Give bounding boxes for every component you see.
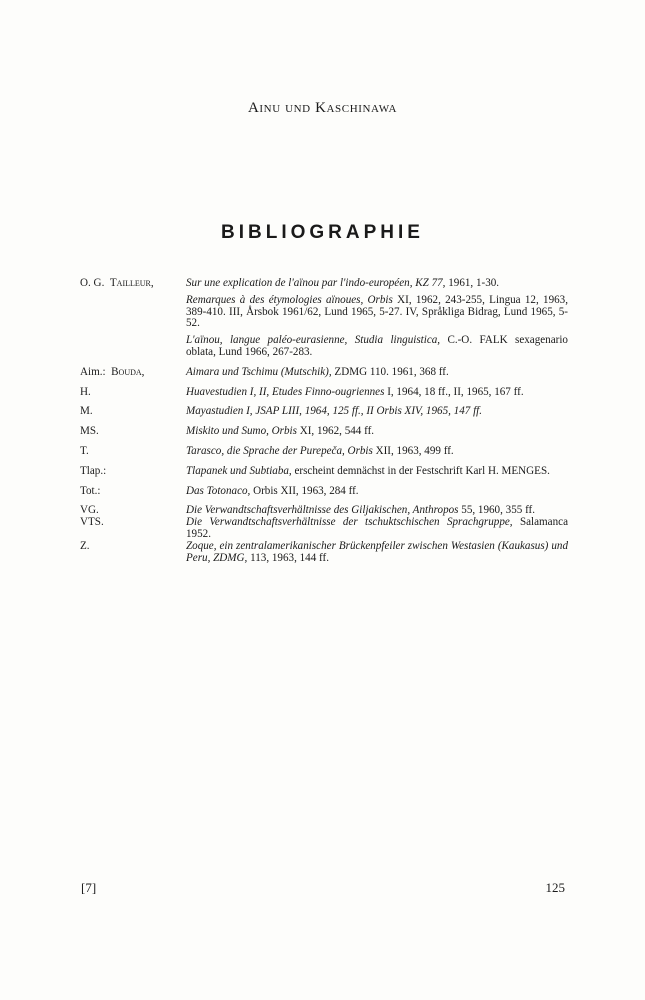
entry-references — [186, 446, 568, 458]
bibliography-entry — [80, 278, 568, 359]
entry-references — [186, 541, 568, 565]
entry-abbreviation: T. — [80, 444, 89, 457]
entry-abbreviation: VTS. — [80, 516, 104, 529]
entry-abbreviation: O. G. Tailleur, — [80, 277, 154, 289]
section-title: BIBLIOGRAPHIE — [221, 222, 424, 243]
entry-references — [186, 387, 568, 399]
entry-references — [186, 426, 568, 438]
bibliography-entry — [80, 406, 568, 418]
reference: Zoque, ein zentralamerikanischer Brückenpfeiler zwischen Westasien (Kaukasus) und Peru, ZDMG, 113, 1963, 144 ff. — [186, 539, 568, 564]
entry-references — [186, 466, 568, 478]
page-number: 125 — [545, 880, 565, 895]
reference: Die Verwandtschaftsverhältnisse der tschuktschischen Sprachgruppe, Salamanca 1952. — [186, 516, 568, 540]
reference: Tarasco, die Sprache der Purepeča, Orbis XII, 1963, 499 ff. — [186, 444, 454, 457]
bibliography-entry — [80, 446, 568, 458]
reference: Mayastudien I, JSAP LIII, 1964, 125 ff., II Orbis XIV, 1965, 147 ff. — [186, 405, 483, 418]
reference: Aimara und Tschimu (Mutschik), ZDMG 110. 1961, 368 ff. — [186, 365, 449, 378]
entry-references — [186, 486, 568, 498]
bibliography-entry — [80, 517, 568, 541]
signature-mark: [7] — [81, 880, 97, 895]
reference: Remarques à des étymologies aïnoues, Orbis XI, 1962, 243-255, Lingua 12, 1963, 389-410. III, Årsbok 1961/62, Lund 1965, 5-27. IV, Språkliga Bidrag, Lund 1965, 5-52. — [186, 293, 568, 330]
bibliography-entry — [80, 541, 568, 565]
bibliography-entry — [80, 426, 568, 438]
bibliography-list — [80, 278, 568, 564]
entry-author: Tailleur, — [109, 277, 154, 289]
entry-abbreviation: Aim.: Bouda, — [80, 365, 145, 378]
reference: Tlapanek und Subtiaba, erscheint demnächst in der Festschrift Karl H. MENGES. — [186, 464, 550, 477]
entry-references — [186, 367, 568, 379]
reference: Sur une explication de l'aïnou par l'indo-européen, KZ 77, 1961, 1-30. — [186, 277, 500, 289]
entry-abbreviation: MS. — [80, 425, 99, 438]
reference: Die Verwandtschaftsverhältnisse des Giljakischen, Anthropos 55, 1960, 355 ff. — [186, 504, 536, 517]
reference: Huavestudien I, II, Etudes Finno-ougriennes I, 1964, 18 ff., II, 1965, 167 ff. — [186, 385, 524, 398]
reference: Miskito und Sumo, Orbis XI, 1962, 544 ff. — [186, 425, 375, 438]
bibliography-entry — [80, 387, 568, 399]
entry-abbreviation: Z. — [80, 539, 90, 552]
bibliography-entry — [80, 466, 568, 478]
entry-abbreviation: M. — [80, 405, 93, 418]
reference: Das Totonaco, Orbis XII, 1963, 284 ff. — [186, 484, 359, 497]
entry-references — [186, 406, 568, 418]
entry-abbreviation: VG. — [80, 504, 99, 517]
entry-abbreviation: Tlap.: — [80, 464, 107, 477]
running-head: Ainu und Kaschinawa — [247, 100, 398, 116]
entry-references — [186, 517, 568, 541]
entry-abbreviation: H. — [80, 385, 91, 398]
bibliography-entry — [80, 486, 568, 498]
entry-references — [186, 278, 568, 359]
reference: L'aïnou, langue paléo-eurasienne, Studia linguistica, C.-O. FALK sexagenario oblata, Lund 1966, 267-283. — [186, 334, 568, 358]
entry-author: Bouda, — [111, 365, 145, 378]
entry-abbreviation: Tot.: — [80, 484, 101, 497]
bibliography-entry — [80, 367, 568, 379]
